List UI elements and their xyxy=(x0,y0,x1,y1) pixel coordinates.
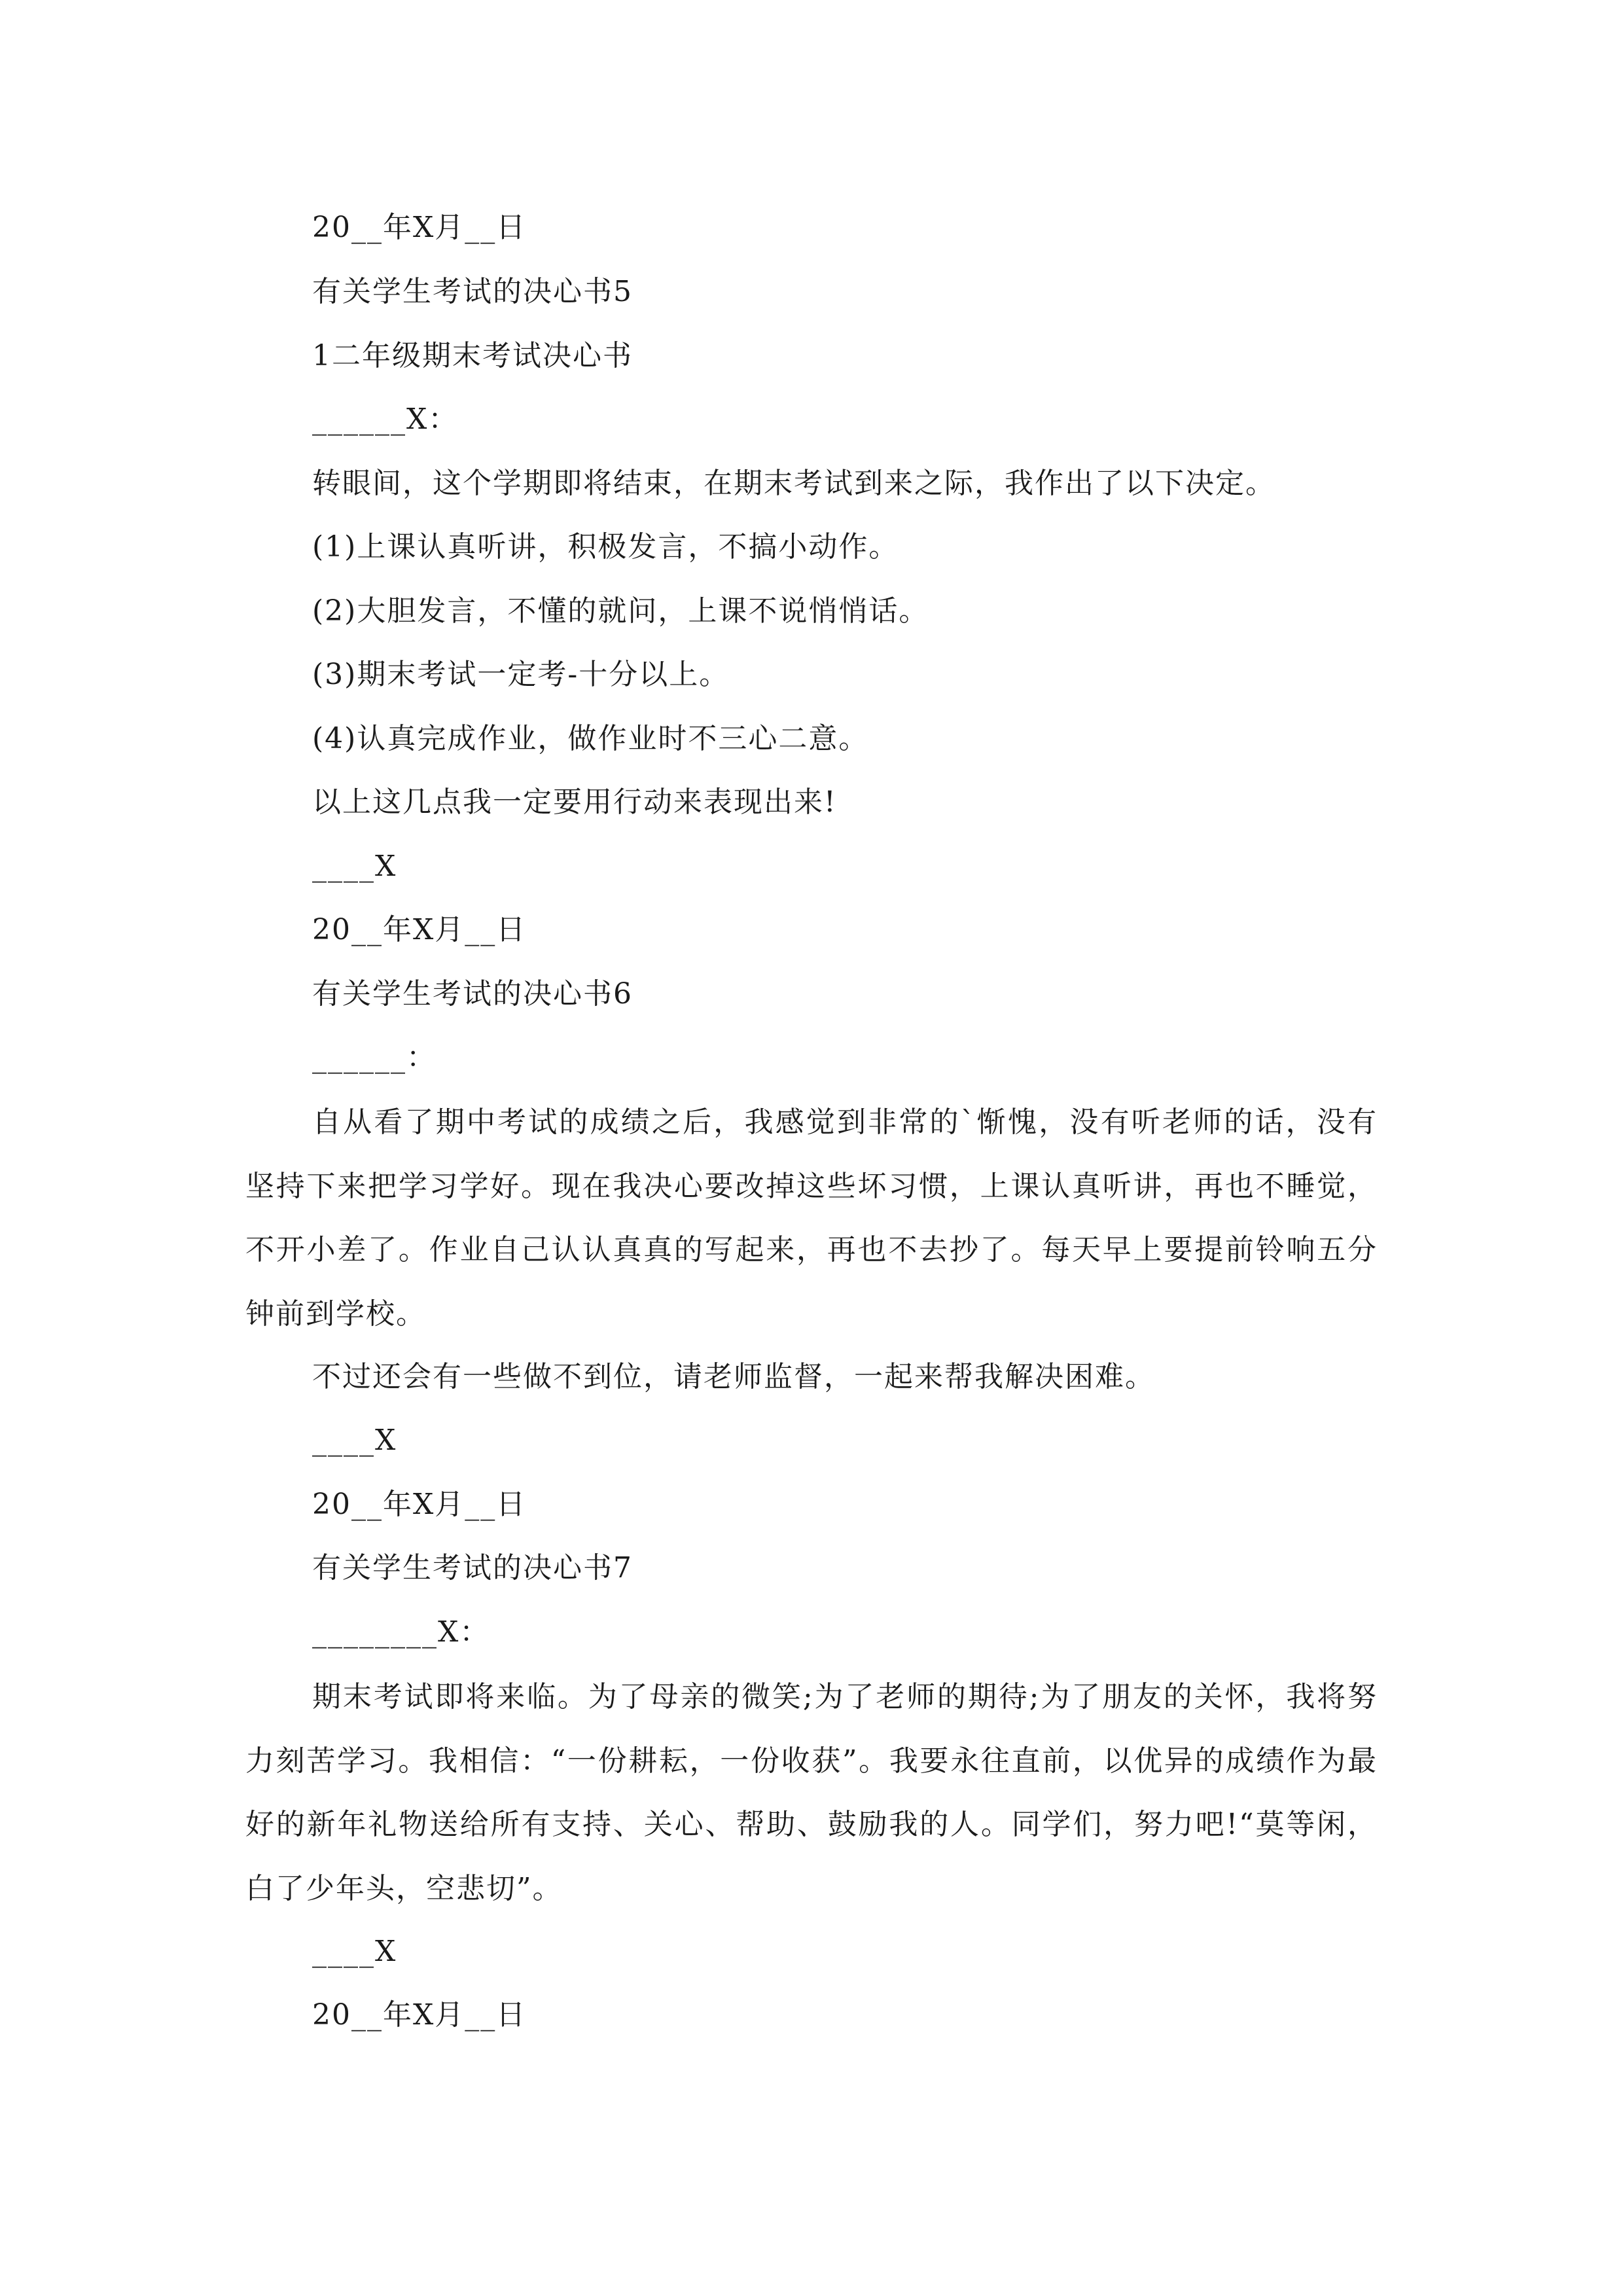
body-line: 不过还会有一些做不到位，请老师监督，一起来帮我解决困难。 xyxy=(312,1360,1155,1393)
signature-line: ____X xyxy=(312,850,397,883)
date-line: 20__年X月__日 xyxy=(312,913,527,946)
section-title-7: 有关学生考试的决心书7 xyxy=(312,1551,633,1585)
date-line: 20__年X月__日 xyxy=(312,1488,527,1521)
list-item-1: (1)上课认真听讲，积极发言，不搞小动作。 xyxy=(312,530,899,564)
list-item-3: (3)期末考试一定考-十分以上。 xyxy=(312,658,730,691)
signature-line: ____X xyxy=(312,1935,397,1968)
date-line: 20__年X月__日 xyxy=(312,1998,527,2032)
section-title-6: 有关学生考试的决心书6 xyxy=(312,977,633,1011)
body-line: 转眼间，这个学期即将结束，在期末考试到来之际，我作出了以下决定。 xyxy=(312,467,1275,500)
list-item-2: (2)大胆发言，不懂的就问，上课不说悄悄话。 xyxy=(312,594,929,628)
list-item-4: (4)认真完成作业，做作业时不三心二意。 xyxy=(312,722,869,755)
salutation: ______： xyxy=(312,1041,437,1074)
salutation: ________X： xyxy=(312,1615,490,1649)
date-line: 20__年X月__日 xyxy=(312,211,527,244)
paragraph-section-7: 期末考试即将来临。为了母亲的微笑;为了老师的期待;为了朋友的关怀，我将努力刻苦学习。我相信：“一份耕耘，一份收获”。我要永往直前，以优异的成绩作为最好的新年礼物送给所有支持、关心、帮助、鼓励我的人。同学们，努力吧!“莫等闲，白了少年头，空悲切”。 xyxy=(245,1680,1378,1905)
subtitle: 1二年级期末考试决心书 xyxy=(312,339,633,372)
salutation: ______X： xyxy=(312,403,459,436)
paragraph-section-6: 自从看了期中考试的成绩之后，我感觉到非常的`惭愧，没有听老师的话，没有坚持下来把学习学好。现在我决心要改掉这些坏习惯，上课认真听讲，再也不睡觉，不开小差了。作业自己认认真真的写起来，再也不去抄了。每天早上要提前铃响五分钟前到学校。 xyxy=(245,1105,1378,1331)
signature-line: ____X xyxy=(312,1424,397,1457)
section-title-5: 有关学生考试的决心书5 xyxy=(312,275,633,308)
body-line: 以上这几点我一定要用行动来表现出来! xyxy=(312,785,837,819)
